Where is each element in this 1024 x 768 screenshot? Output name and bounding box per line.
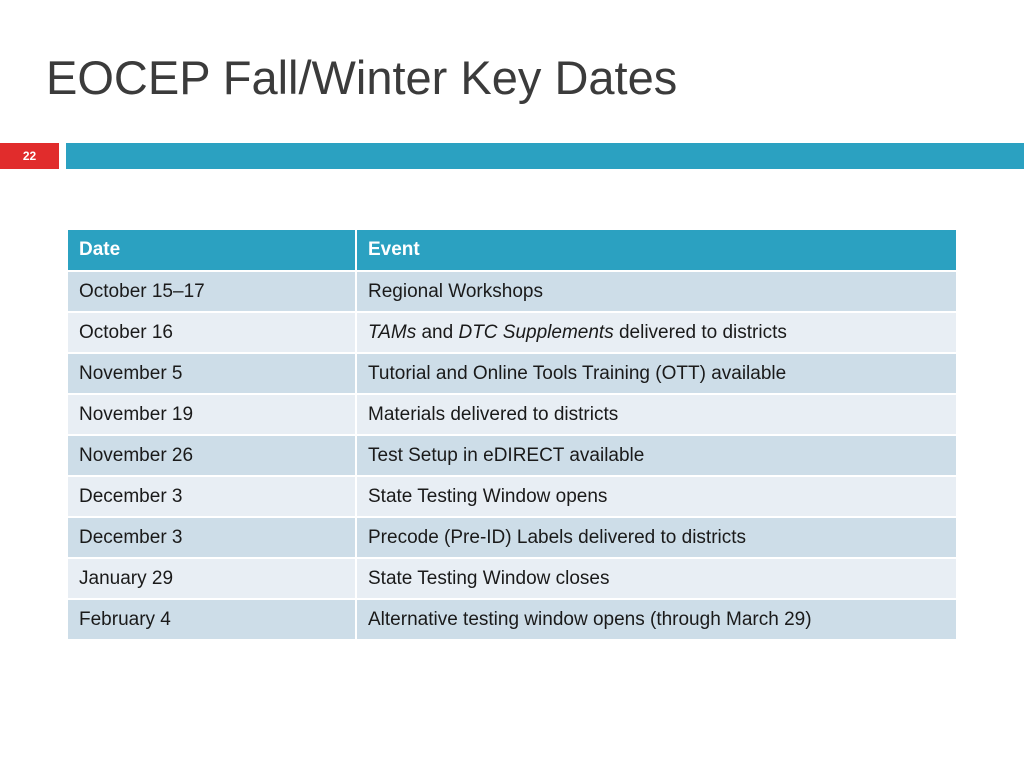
table-row xyxy=(68,271,956,312)
table-row xyxy=(68,353,956,394)
date-cell: October 15–17 xyxy=(68,271,356,312)
accent-bar xyxy=(66,143,1024,169)
date-cell: December 3 xyxy=(68,517,356,558)
event-cell: State Testing Window closes xyxy=(356,558,956,599)
event-cell: Precode (Pre-ID) Labels delivered to districts xyxy=(356,517,956,558)
key-dates-table xyxy=(68,230,956,641)
slide-title: EOCEP Fall/Winter Key Dates xyxy=(46,51,678,104)
event-cell: Test Setup in eDIRECT available xyxy=(356,435,956,476)
event-cell: Tutorial and Online Tools Training (OTT) available xyxy=(356,353,956,394)
event-cell: Regional Workshops xyxy=(356,271,956,312)
page-number-badge: 22 xyxy=(0,143,59,169)
table-row xyxy=(68,312,956,353)
event-cell: State Testing Window opens xyxy=(356,476,956,517)
event-cell xyxy=(356,312,956,353)
table-row xyxy=(68,435,956,476)
table-row xyxy=(68,558,956,599)
column-header-event: Event xyxy=(356,230,956,271)
date-cell: January 29 xyxy=(68,558,356,599)
table-row xyxy=(68,476,956,517)
tams-title: TAMs xyxy=(368,321,417,343)
event-text-rest: delivered to districts xyxy=(613,321,787,343)
table-row xyxy=(68,599,956,640)
table-row xyxy=(68,517,956,558)
date-cell: February 4 xyxy=(68,599,356,640)
event-cell: Materials delivered to districts xyxy=(356,394,956,435)
event-cell: Alternative testing window opens (through March 29) xyxy=(356,599,956,640)
date-cell: November 19 xyxy=(68,394,356,435)
date-cell: November 26 xyxy=(68,435,356,476)
date-cell: December 3 xyxy=(68,476,356,517)
date-cell: October 16 xyxy=(68,312,356,353)
table-header-row xyxy=(68,230,956,271)
event-text-and: and xyxy=(416,321,459,343)
dtc-supplements-title: DTC Supplements xyxy=(458,321,614,343)
date-cell: November 5 xyxy=(68,353,356,394)
table-row xyxy=(68,394,956,435)
column-header-date: Date xyxy=(68,230,356,271)
